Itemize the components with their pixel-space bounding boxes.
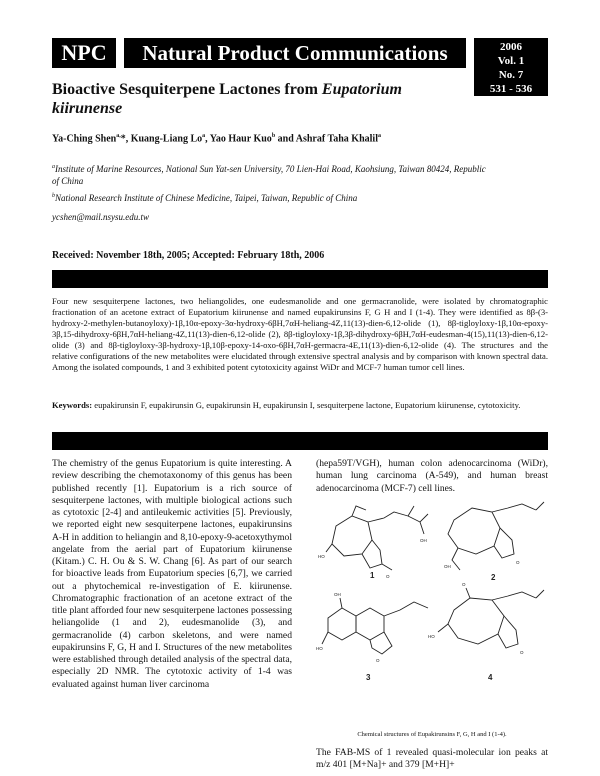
keywords-text: eupakirunsin F, eupakirunsin G, eupakirunsin H, eupakirunsin I, sesquiterpene lactone, Eupatorium kiirunense, cytotoxicity.	[92, 400, 521, 410]
corresponding-email[interactable]: ycshen@mail.nsysu.edu.tw	[52, 212, 150, 222]
author-1: Ya-Ching Shen	[52, 133, 117, 145]
structure-1-label: 1	[370, 571, 375, 580]
structure-1	[318, 506, 428, 579]
section-divider-top	[52, 270, 548, 288]
affiliation-b	[52, 190, 492, 204]
s4-o-lactone: O	[520, 650, 524, 655]
affiliation-a	[52, 161, 492, 187]
s1-oh: OH	[420, 538, 427, 543]
title-text: Bioactive Sesquiterpene Lactones from	[52, 81, 322, 98]
s3-o: O	[376, 658, 380, 663]
structure-4	[428, 582, 544, 655]
issue-year: 2006	[500, 41, 522, 53]
issue-number: No. 7	[498, 69, 524, 81]
s3-ho: HO	[316, 646, 323, 651]
structures-figure	[316, 498, 548, 730]
author-2: *, Kuang-Liang Lo	[120, 133, 203, 145]
abstract: Four new sesquiterpene lactones, two heliangolides, one eudesmanolide and one germacranolide, were isolated by chromatographic fractionation of an acetone extract of Eupatorium kiirunense and named eupakirunsins F, G H and I (1-4). They were identified as 8β-(3-hydroxy-2-methylen-butanoyloxy)-1β,10α-epoxy-3α-hydroxy-6βH,7αH-heliang-4Z,11(13)-dien-6,12-olide (1), 8β-tigloyloxy-1β,10α-epoxy-3β,15-dihydroxy-6βH,7αH-heliang-4Z,11(13)-dien-6,12-olide (2), 8β-tigloyloxy-1β,3β-dihydroxy-6βH,7αH-eudesman-4(15),11(13)-dien-6,12-olide (3) and 8β-tigloyloxy-3β-hydroxy-1β,10β-epoxy-14-oxo-6βH,7αH-germacra-4E,11(13)-dien-6,12-olide (4). The structures and the relative configurations of the new metabolites were elucidated through extensive spectral analysis and by comparison with known spectral data. Among the isolated compounds, 1 and 3 exhibited potent cytotoxicity against WiDr and MCF-7 human tumor cell lines.	[52, 296, 548, 372]
s4-o: O	[462, 582, 466, 587]
structure-3	[316, 592, 428, 663]
journal-name: Natural Product Communications	[124, 38, 466, 68]
figure-caption: Chemical structures of Eupakirunsins F, G, H and I (1-4).	[357, 731, 507, 738]
keywords	[52, 400, 548, 411]
author-4-sup: a	[377, 133, 381, 139]
s3-oh: OH	[334, 592, 341, 597]
author-3: , Yao Haur Kuo	[205, 133, 272, 145]
structure-2	[444, 502, 544, 570]
structure-3-label: 3	[366, 673, 371, 682]
article-title	[52, 80, 462, 118]
journal-logo-npc: NPC	[52, 38, 116, 68]
s2-o: O	[516, 560, 520, 565]
author-1-sup: a,	[116, 133, 121, 139]
s1-o: O	[386, 574, 390, 579]
s2-oh: OH	[444, 564, 451, 569]
structure-4-label: 4	[488, 673, 493, 682]
affiliation-a-label: a	[52, 164, 55, 170]
body-right-column-bottom: The FAB-MS of 1 revealed quasi-molecular ion peaks at m/z 401 [M+Na]+ and 379 [M+H]+	[316, 747, 548, 771]
affiliation-b-label: b	[52, 193, 55, 199]
body-left-column: The chemistry of the genus Eupatorium is quite interesting. A review describing the chemotaxonomy of this genus has been published recently [1]. Eupatorium is a rich source of sesquiterpene lactones, with multiple biological actions such as cytotoxic [2-4] and antileukemic activities [5]. Previously, we reported eight new sesquiterpene lactones, eupakirunsins A-H in addition to heliangin and 8,10-epoxy-9-acetoxythymol angelate from the aerial part of Eupatorium kiirunense (Kitam.) C. H. Ou & S. W. Chang [6]. As part of our search for bioactive leads from Eupatorium species [6,7], we carried out a phytochemical re-investigation of E. kiirunense. Chromatographic fractionation of an acetone extract of the title plant afforded four new sesquiterpene lactones possessing heliangolide (1 and 2), eudesmanolide (3), and germacranolide (4) carbon skeletons, and were named eupakirunsins F, G, H and I. Structures of the new metabolites were established through detailed analysis of the spectral data, especially 2D NMR. The cytotoxic activity of 1-4 was evaluated against human liver carcinoma	[52, 458, 292, 690]
affiliation-b-text: National Research Institute of Chinese Medicine, Taipei, Taiwan, Republic of China	[55, 193, 358, 203]
s4-ho: HO	[428, 634, 435, 639]
author-3-sup: b	[271, 133, 276, 139]
s1-ho: HO	[318, 554, 325, 559]
title-species: Eupatorium kiirunense	[52, 81, 402, 117]
author-4: and Ashraf Taha Khalil	[275, 133, 378, 145]
received-dates: Received: November 18th, 2005; Accepted: February 18th, 2006	[52, 250, 325, 261]
keywords-label: Keywords:	[52, 400, 93, 410]
author-2-sup: a	[202, 133, 206, 139]
author-list	[52, 133, 532, 144]
affiliation-a-text: Institute of Marine Resources, National Sun Yat-sen University, 70 Lien-Hai Road, Kaohsiung, Taiwan 80424, Republic of China	[52, 164, 486, 186]
body-right-column-top: (hepa59T/VGH), human colon adenocarcinoma (WiDr), human lung carcinoma (A-549), and human breast adenocarcinoma (MCF-7) cell lines.	[316, 458, 548, 494]
section-divider-bottom	[52, 432, 548, 450]
issue-info	[474, 38, 548, 96]
issue-volume: Vol. 1	[497, 55, 525, 67]
issue-pages: 531 - 536	[489, 83, 533, 95]
structure-2-label: 2	[491, 573, 496, 582]
